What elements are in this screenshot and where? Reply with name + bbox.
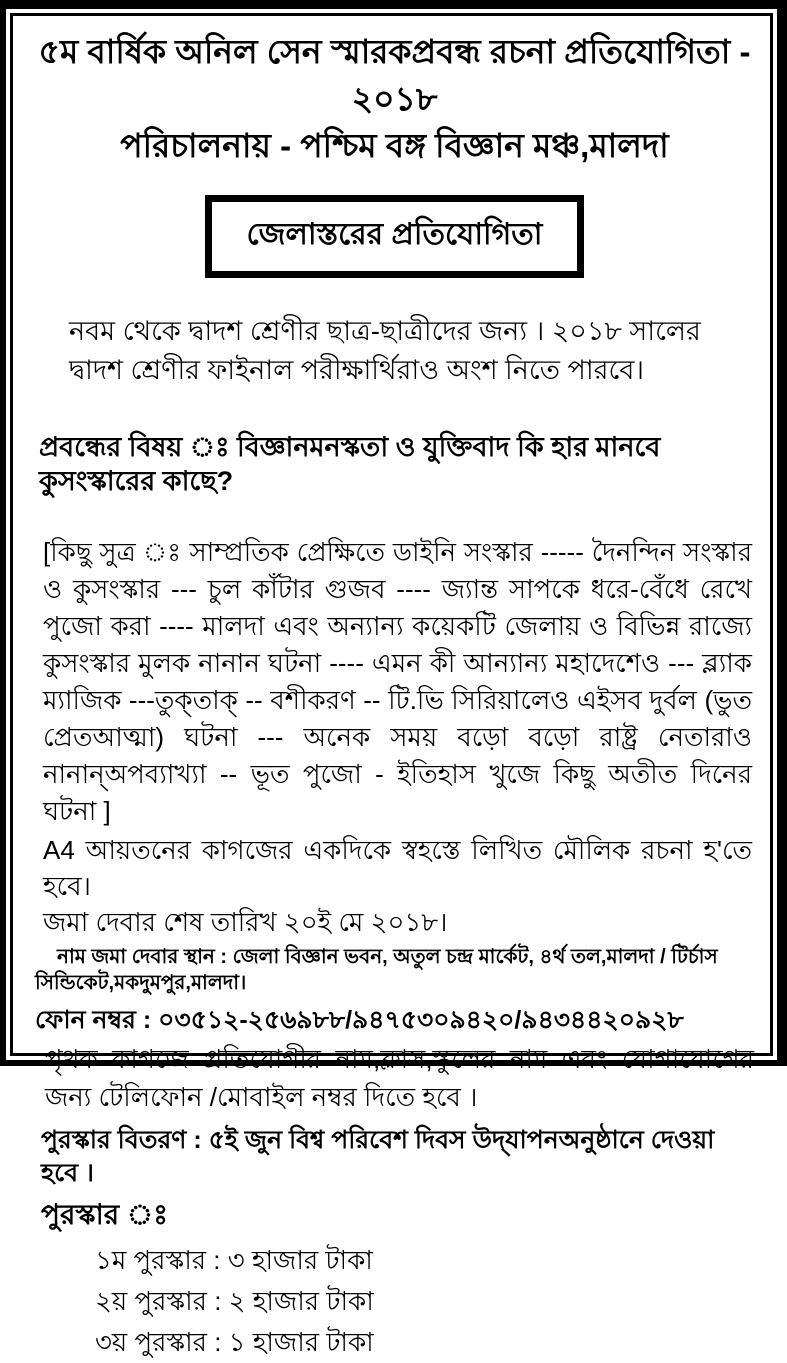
boxed-heading-wrap — [33, 195, 756, 278]
essay-topic-line: প্রবন্ধের বিষয় ঃ বিজ্ঞানমনস্কতা ও যুক্তিবাদ কি হার মানবে কুসংস্কারের কাছে? — [39, 432, 661, 496]
poster-title — [33, 28, 756, 169]
hints-paragraph: [কিছু সুত্র ঃ সাম্প্রতিক প্রেক্ষিতে ডাইনি সংস্কার ----- দৈনন্দিন সংস্কার ও কুসংস্কার --- চুল কাঁটার গুজব ---- জ্যান্ত সাপকে ধরে-বেঁধে রেখে পুজো করা ---- মালদা এবং অন্যান্য কয়েকটি জেলায় ও বিভিন্ন রাজ্যে কুসংস্কার মুলক নানান ঘটনা ---- এমন কী আন্যান্য মহাদেশেও --- ব্ল্যাক ম্যাজিক ---তুক্‌তাক্‌ -- বশীকরণ -- টি.ভি সিরিয়ালেও এইসব দুর্বল (ভুত প্রেতআত্মা) ঘটনা --- অনেক সময় বড়ো বড়ো রাষ্ট্র নেতারাও নানান্‌অপব্যাখ্যা -- ভূত পুজো - ইতিহাস খুজে কিছু অতীত দিনের ঘটনা ] — [43, 537, 752, 826]
prize-item-second: ২য় পুরস্কার : ২ হাজার টাকা — [95, 1286, 374, 1316]
prize-item-first: ১ম পুরস্কার : ৩ হাজার টাকা — [95, 1245, 373, 1275]
format-instructions — [43, 832, 752, 940]
title-line-2: পরিচালনায় - পশ্চিম বঙ্গ বিজ্ঞান মঞ্চ,মালদা — [120, 127, 669, 164]
contact-info-paragraph: পৃথক কাগজে প্রতিযোগীর নাম,ক্লাস,স্কুলের নাম এবং যোগাযোগের জন্য টেলিফোন /মোবাইল নম্বর দিতে হবে । — [45, 1044, 754, 1112]
format-line-2: জমা দেবার শেষ তারিখ ২০ই মে ২০১৮। — [43, 907, 448, 937]
title-line-1: ৫ম বার্ষিক অনিল সেন স্মারকপ্রবন্ধ রচনা প্রতিযোগিতা - ২০১৮ — [38, 33, 751, 117]
eligibility-paragraph: নবম থেকে দ্বাদশ শ্রেণীর ছাত্র-ছাত্রীদের জন্য । ২০১৮ সালের দ্বাদশ শ্রেণীর ফাইনাল পরীক্ষার্থিরাও অংশ নিতে পারবে। — [69, 316, 701, 385]
phone-number-line: ফোন নম্বর : ০৩৫১২-২৫৬৯৮৮/৯৪৭৫৩০৯৪২০/৯৪৩৪৪২০৯২৮ — [35, 1006, 684, 1034]
prize-distribution-line: পুরস্কার বিতরণ : ৫ই জুন বিশ্ব পরিবেশ দিবস উদ্‌যাপনঅনুষ্ঠানে দেওয়া হবে । — [41, 1126, 715, 1187]
prizes-heading: পুরস্কার ঃ — [41, 1199, 169, 1230]
poster-inner-border — [10, 13, 773, 1357]
competition-level-heading: জেলাস্তরের প্রতিযোগিতা — [205, 195, 583, 278]
prize-list — [95, 1240, 756, 1363]
prize-item-third: ৩য় পুরস্কার : ১ হাজার টাকা — [95, 1327, 374, 1357]
format-line-1: A4 আয়তনের কাগজের একদিকে স্বহস্তে লিখিত মৌলিক রচনা হ'তে হবে। — [43, 835, 752, 901]
submission-place-line: নাম জমা দেবার স্থান : জেলা বিজ্ঞান ভবন, অতুল চন্দ্র মার্কেট, ৪র্থ তল,মালদা / টির্চাস সিন্ডিকেট,মকদুমপুর,মালদা। — [35, 946, 718, 994]
